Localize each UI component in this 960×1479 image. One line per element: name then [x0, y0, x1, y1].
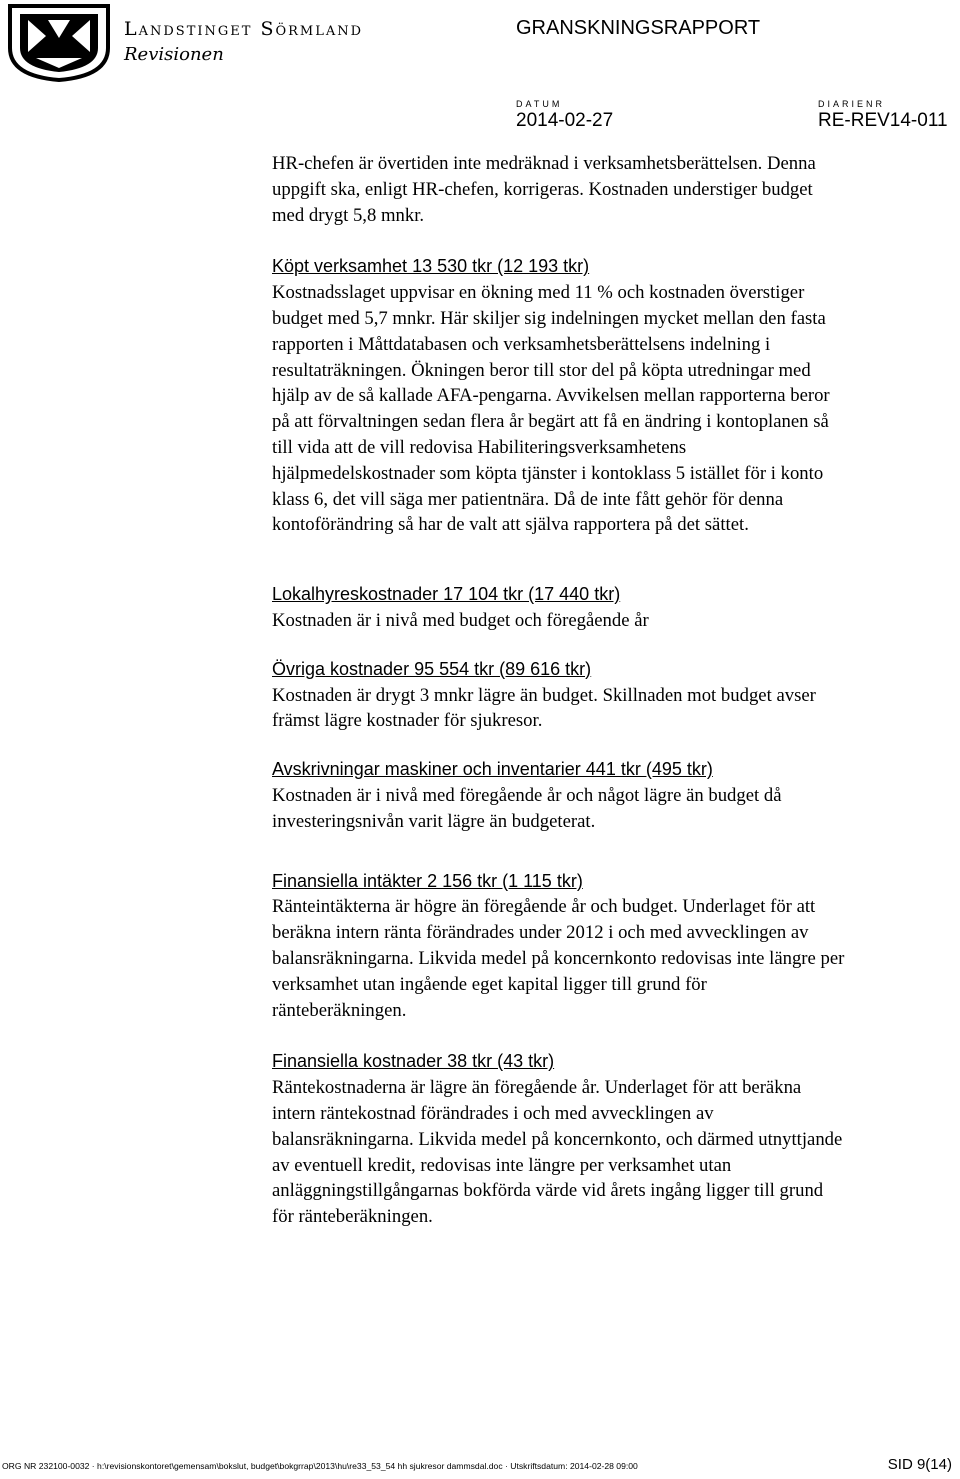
org-name: Landstinget Sörmland [124, 18, 364, 40]
report-body [272, 151, 960, 1230]
page-number: SID 9(14) [887, 1456, 952, 1473]
diarienr-value: RE-REV14-011 [818, 110, 948, 131]
footer-document-info: ORG NR 232100-0032 · h:\revisionskontoret\gemensam\bokslut, budget\bokgrrap\2013\hu\re33_53_54 hh sjukresor dammsdal.doc · Utskriftsdatum: 2014-02-28 09:00 [2, 1461, 638, 1471]
paragraph-avskrivningar: Kostnaden är i nivå med föregående år och något lägre än budget då investeringsnivån varit lägre än budgeterat. [272, 784, 782, 832]
date-label: DATUM [516, 99, 563, 109]
heading-ovriga-kostnader: Övriga kostnader 95 554 tkr (89 616 tkr) [272, 658, 592, 679]
paragraph-finansiella-intakter: Ränteintäkterna är högre än föregående år och budget. Underlaget för att beräkna intern ränta förändrades under 2012 i och med avvecklingen av balansräkningarna. Likvida medel på koncernkonto redovisas inte längre per verksamhet utan ingående eget kapital ligger till grund för ränteberäkningen. [272, 896, 845, 1021]
heading-avskrivningar: Avskrivningar maskiner och inventarier 441 tkr (495 tkr) [272, 759, 713, 780]
heading-kopt-verksamhet: Köpt verksamhet 13 530 tkr (12 193 tkr) [272, 256, 590, 277]
unit-name: Revisionen [124, 44, 224, 65]
paragraph-hr-chefen: HR-chefen är övertiden inte medräknad i verksamhetsberättelsen. Denna uppgift ska, enligt HR-chefen, korrigeras. Kostnaden understiger budget med drygt 5,8 mnkr. [272, 153, 816, 226]
paragraph-finansiella-kostnader: Räntekostnaderna är lägre än föregående år. Underlaget för att beräkna intern räntekostnad förändrades i och med avvecklingen av balansräkningarna. Likvida medel på koncernkonto, och därmed utnyttjande av eventuell kredit, redovisas inte längre per verksamhet utan anläggningstillgångarnas bokförda värde vid årets ingång ligger till grund för ränteberäkningen. [272, 1077, 843, 1228]
document-type: GRANSKNINGSRAPPORT [516, 17, 761, 39]
paragraph-ovriga-kostnader: Kostnaden är drygt 3 mnkr lägre än budget. Skillnaden mot budget avser främst lägre kostnader för sjukresor. [272, 684, 816, 732]
heading-finansiella-intakter: Finansiella intäkter 2 156 tkr (1 115 tkr) [272, 870, 583, 891]
heading-finansiella-kostnader: Finansiella kostnader 38 tkr (43 tkr) [272, 1051, 555, 1072]
heading-lokalhyreskostnader: Lokalhyreskostnader 17 104 tkr (17 440 tkr) [272, 584, 621, 605]
paragraph-lokalhyreskostnader: Kostnaden är i nivå med budget och föregående år [272, 609, 649, 631]
paragraph-kopt-verksamhet: Kostnadsslaget uppvisar en ökning med 11 % och kostnaden överstiger budget med 5,7 mnkr. Här skiljer sig indelningen mycket mellan den fasta rapporten i Måttdatabasen och verksamhetsberättelsens indelning i resultaträkningen. Ökningen beror till stor del på köpta utredningar med hjälp av de så kallade AFA-pengarna. Avvikelsen mellan rapporterna beror på att förvaltningen sedan flera år begärt att få en ändring i kontoplanen så till vida att de vill redovisa Habiliteringsverksamhetens hjälpmedelskostnader som köpta tjänster i kontoklass 5 istället för i konto klass 6, det vill säga mer patientnära. Då de inte fått gehör för denna kontoförändring så har de valt att själva rapportera på det sättet. [272, 282, 830, 536]
diarienr-label: DIARIENR [818, 99, 886, 109]
document-date: 2014-02-27 [516, 110, 614, 131]
landsting-logo [6, 2, 112, 82]
